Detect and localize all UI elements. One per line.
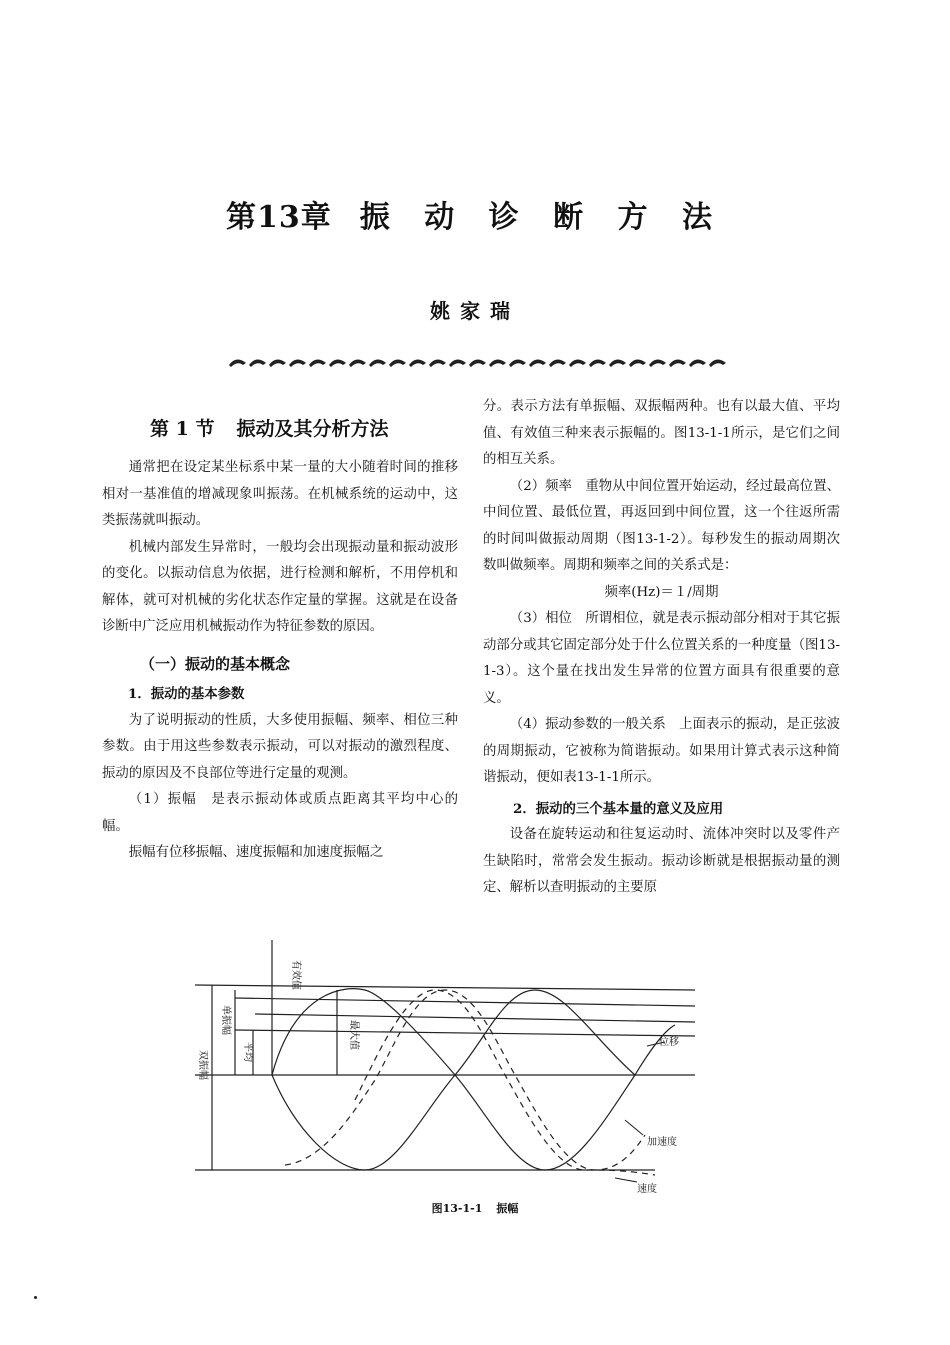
subsection-heading: （一）振动的基本概念: [140, 654, 291, 673]
upper-line: [235, 998, 695, 1006]
label-double-amp: 双振幅: [197, 1050, 208, 1080]
ornament-mark: [389, 359, 406, 367]
ornament-mark: [629, 359, 646, 367]
paragraph: 机械内部发生异常时，一般均会出现振动量和振动波形的变化。以振动信息为依据，进行检测和解析，不用停机和解体，就可对机械的劣化状态作定量的掌握。这就是在设备诊断中广泛应用机械振动作为特征参数的原因。: [102, 539, 458, 634]
caption-title: 振幅: [496, 1202, 519, 1215]
subsubsection-heading: 1．振动的基本参数: [128, 686, 245, 702]
subsubsection-heading: 2．振动的三个基本量的意义及应用: [513, 800, 724, 817]
ornament-mark: [269, 359, 286, 367]
label-displacement: 位移: [659, 1037, 679, 1048]
paragraph: 分。表示方法有单振幅、双振幅两种。也有以最大值、平均值、有效值三种来表示振幅的。图13-1-1所示，是它们之间的相互关系。: [483, 399, 840, 467]
avg-line: [235, 1030, 695, 1036]
ornament-mark: [349, 359, 366, 367]
paragraph: 设备在旋转运动和往复运动时、流体冲突时以及零件产生缺陷时，常常会发生振动。振动诊断就是根据振动量的测定、解析以查明振动的主要原: [483, 827, 840, 895]
acceleration-curve: [285, 990, 645, 1170]
ornament-mark: [249, 359, 266, 367]
ornament-mark: [289, 359, 306, 367]
ornament-divider: [228, 356, 728, 370]
label-max: 最大值: [348, 1020, 359, 1050]
section-number: 第 1 节: [150, 418, 215, 440]
max-line: [195, 985, 695, 990]
ornament-mark: [669, 359, 686, 367]
ornament-mark: [569, 359, 586, 367]
ornament-mark: [369, 359, 386, 367]
ornament-mark: [429, 359, 446, 367]
section-name: 振动及其分析方法: [236, 418, 389, 440]
ornament-mark: [489, 359, 506, 367]
paragraph: （3）相位 所谓相位，就是表示振动部分相对于其它振动部分或其它固定部分处于什么位置关系的一种度量（图13-1-3）。这个量在找出发生异常的位置方面具有很重要的意义。: [483, 611, 840, 706]
label-rms: 有效值: [290, 960, 301, 990]
ornament-mark: [329, 359, 346, 367]
right-column: [483, 394, 840, 902]
ornament-mark: [649, 359, 666, 367]
label-single-amp: 单振幅: [220, 1005, 231, 1035]
left-column: [102, 455, 458, 867]
ornament-mark: [549, 359, 566, 367]
ornament-mark: [529, 359, 546, 367]
figure-caption: [0, 1200, 950, 1216]
ornament-mark: [709, 359, 726, 367]
ornament-mark: [509, 359, 526, 367]
chapter-name: 振 动 诊 断 方 法: [359, 200, 724, 235]
ornament-mark: [409, 359, 426, 367]
paragraph: （1）振幅 是表示振动体或质点距离其平均中心的幅。: [102, 792, 458, 834]
chapter-number: 第13章: [226, 200, 332, 235]
formula: 频率(Hz)＝１/周期: [604, 584, 719, 600]
ornament-mark: [309, 359, 326, 367]
ornament-mark: [609, 359, 626, 367]
ornament-mark: [449, 359, 466, 367]
paragraph: 通常把在设定某坐标系中某一量的大小随着时间的推移相对一基准值的增减现象叫振荡。在机械系统的运动中，这类振荡就叫振动。: [102, 460, 458, 528]
chapter-title: [0, 192, 950, 236]
caption-number: 图13-1-1: [431, 1202, 483, 1215]
paragraph: 振幅有位移振幅、速度振幅和加速度振幅之: [128, 845, 384, 860]
scan-speck: [34, 1296, 37, 1299]
paragraph: （2）频率 重物从中间位置开始运动，经过最高位置、中间位置、最低位置，再返回到中间位置，这一个往返所需的时间叫做振动周期（图13-1-2）。每秒发生的振动周期次数叫做频率。周期和频率之间的关系式是：: [483, 478, 840, 573]
paragraph: （4）振动参数的一般关系 上面表示的振动，是正弦波的周期振动，它被称为简谐振动。如果用计算式表示这种简谐振动，便如表13-1-1所示。: [483, 717, 840, 785]
ornament-mark: [589, 359, 606, 367]
ornament-mark: [469, 359, 486, 367]
section-title: [150, 414, 388, 441]
label-velocity: 速度: [637, 1184, 657, 1195]
amplitude-figure: [175, 930, 735, 1200]
label-average: 平均: [242, 1042, 253, 1062]
author-name: 姚家瑞: [430, 299, 520, 323]
ornament-mark: [689, 359, 706, 367]
paragraph: 为了说明振动的性质，大多使用振幅、频率、相位三种参数。由于用这些参数表示振动，可以对振动的激烈程度、振动的原因及不良部位等进行定量的观测。: [102, 712, 458, 781]
label-acceleration: 加速度: [647, 1137, 677, 1148]
ornament-mark: [229, 359, 246, 367]
